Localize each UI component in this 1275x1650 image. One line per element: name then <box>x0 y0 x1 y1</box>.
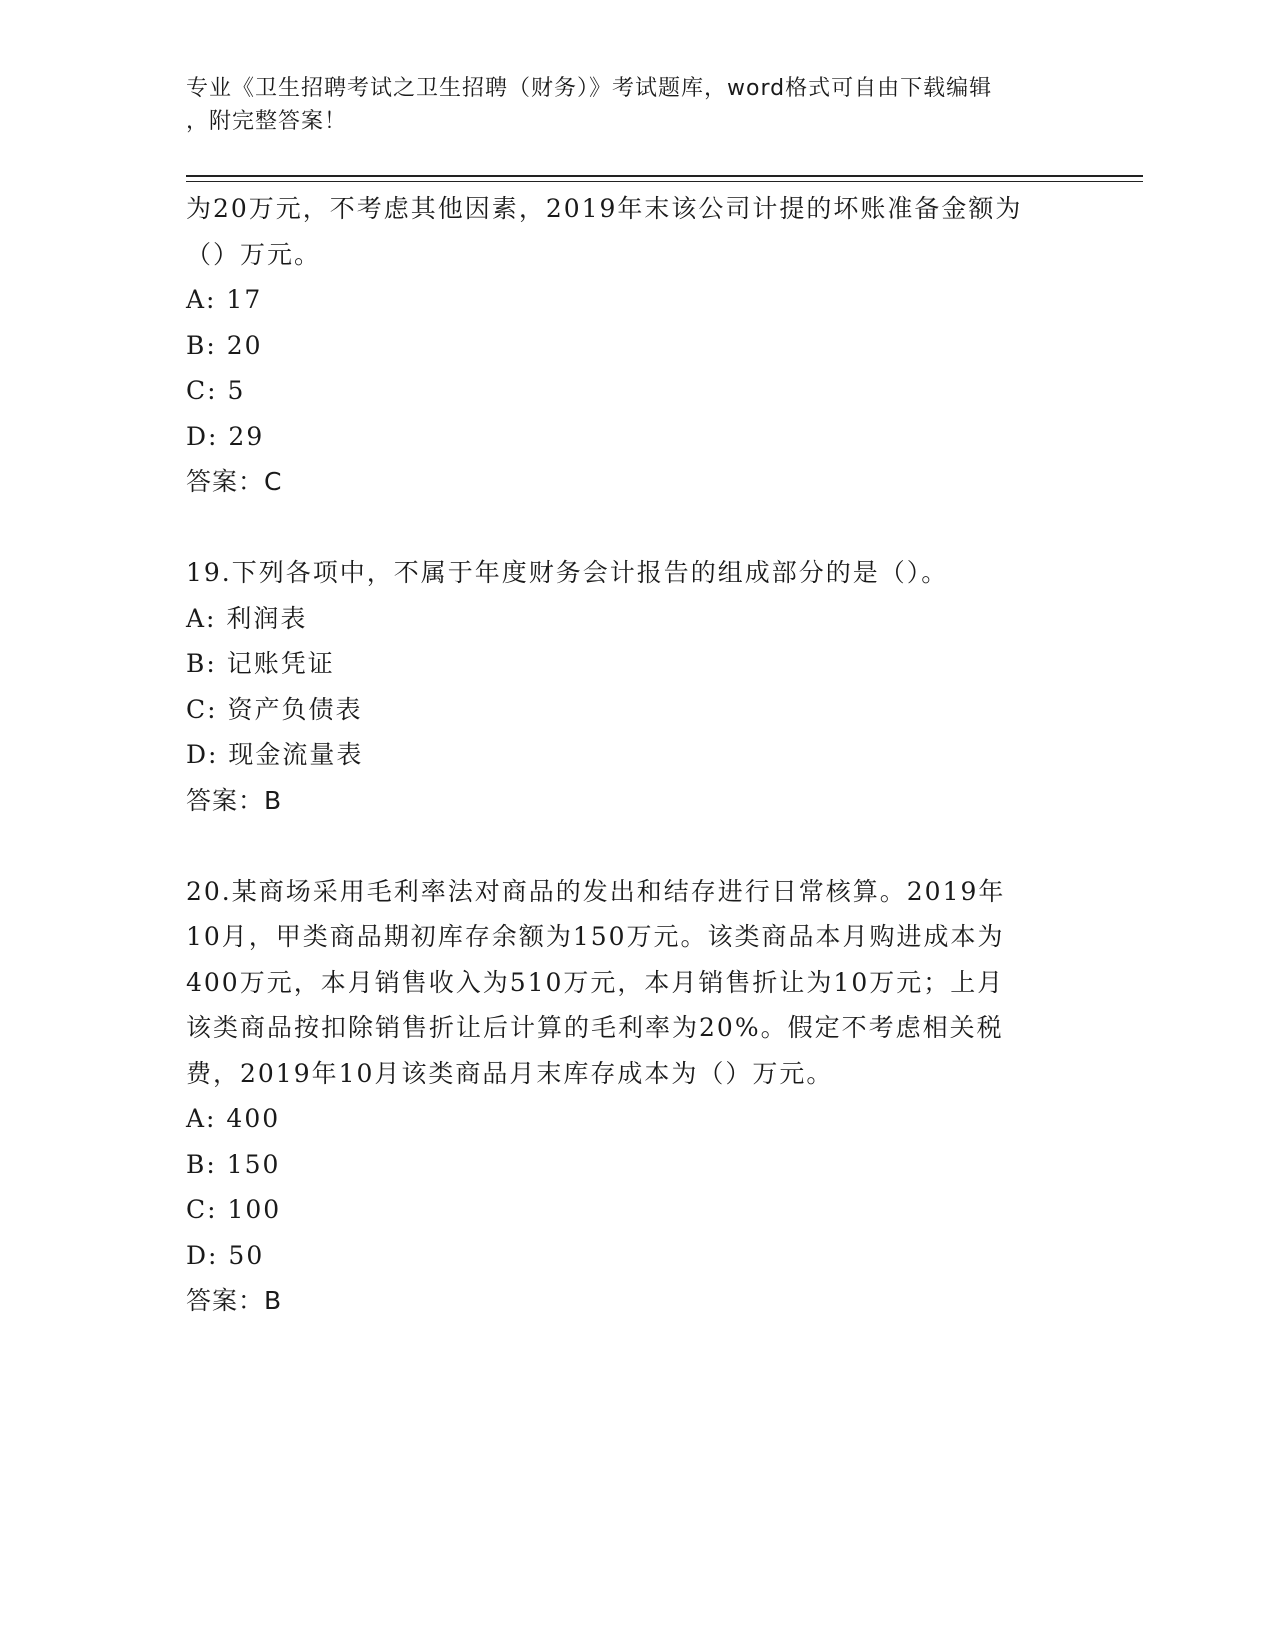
question-text-line: 该类商品按扣除销售折让后计算的毛利率为20%。假定不考虑相关税 <box>186 1013 1004 1042</box>
question-text-line: 费，2019年10月该类商品月末库存成本为（）万元。 <box>186 1058 834 1088</box>
option-b: B: 记账凭证 <box>186 649 335 678</box>
option-a: A: 400 <box>186 1104 281 1133</box>
header-divider-thick <box>186 175 1143 177</box>
option-b: B: 150 <box>186 1149 281 1179</box>
option-c: C: 5 <box>186 376 246 405</box>
question-text-line: 10月，甲类商品期初库存余额为150万元。该类商品本月购进成本为 <box>186 922 1005 951</box>
answer-line: 答案：B <box>186 785 283 815</box>
header-divider-thin <box>186 181 1143 182</box>
header-line-1: 专业《卫生招聘考试之卫生招聘（财务）》考试题库，word格式可自由下载编辑 <box>186 76 993 101</box>
question-19 <box>186 550 1086 823</box>
question-20 <box>186 869 1086 1324</box>
option-d: D: 29 <box>186 421 265 451</box>
document-header <box>186 72 1066 138</box>
question-text-line: 20.某商场采用毛利率法对商品的发出和结存进行日常核算。2019年 <box>186 876 1006 906</box>
question-text-line: （）万元。 <box>186 239 322 269</box>
option-a: A: 利润表 <box>186 603 308 633</box>
question-text-line: 19.下列各项中，不属于年度财务会计报告的组成部分的是（）。 <box>186 558 949 587</box>
question-18 <box>186 186 1086 505</box>
question-text-line: 为20万元，不考虑其他因素，2019年末该公司计提的坏账准备金额为 <box>186 194 1023 223</box>
option-c: C: 资产负债表 <box>186 694 363 724</box>
option-a: A: 17 <box>186 285 263 314</box>
answer-line: 答案：C <box>186 467 283 496</box>
answer-line: 答案：B <box>186 1286 283 1315</box>
header-line-2: ，附完整答案！ <box>186 109 348 134</box>
question-gap <box>186 505 1086 551</box>
option-d: D: 50 <box>186 1240 265 1270</box>
option-b: B: 20 <box>186 330 263 360</box>
question-gap <box>186 823 1086 869</box>
option-c: C: 100 <box>186 1195 282 1224</box>
option-d: D: 现金流量表 <box>186 740 364 769</box>
question-list <box>186 186 1086 1324</box>
question-text-line: 400万元，本月销售收入为510万元，本月销售折让为10万元；上月 <box>186 967 1005 997</box>
